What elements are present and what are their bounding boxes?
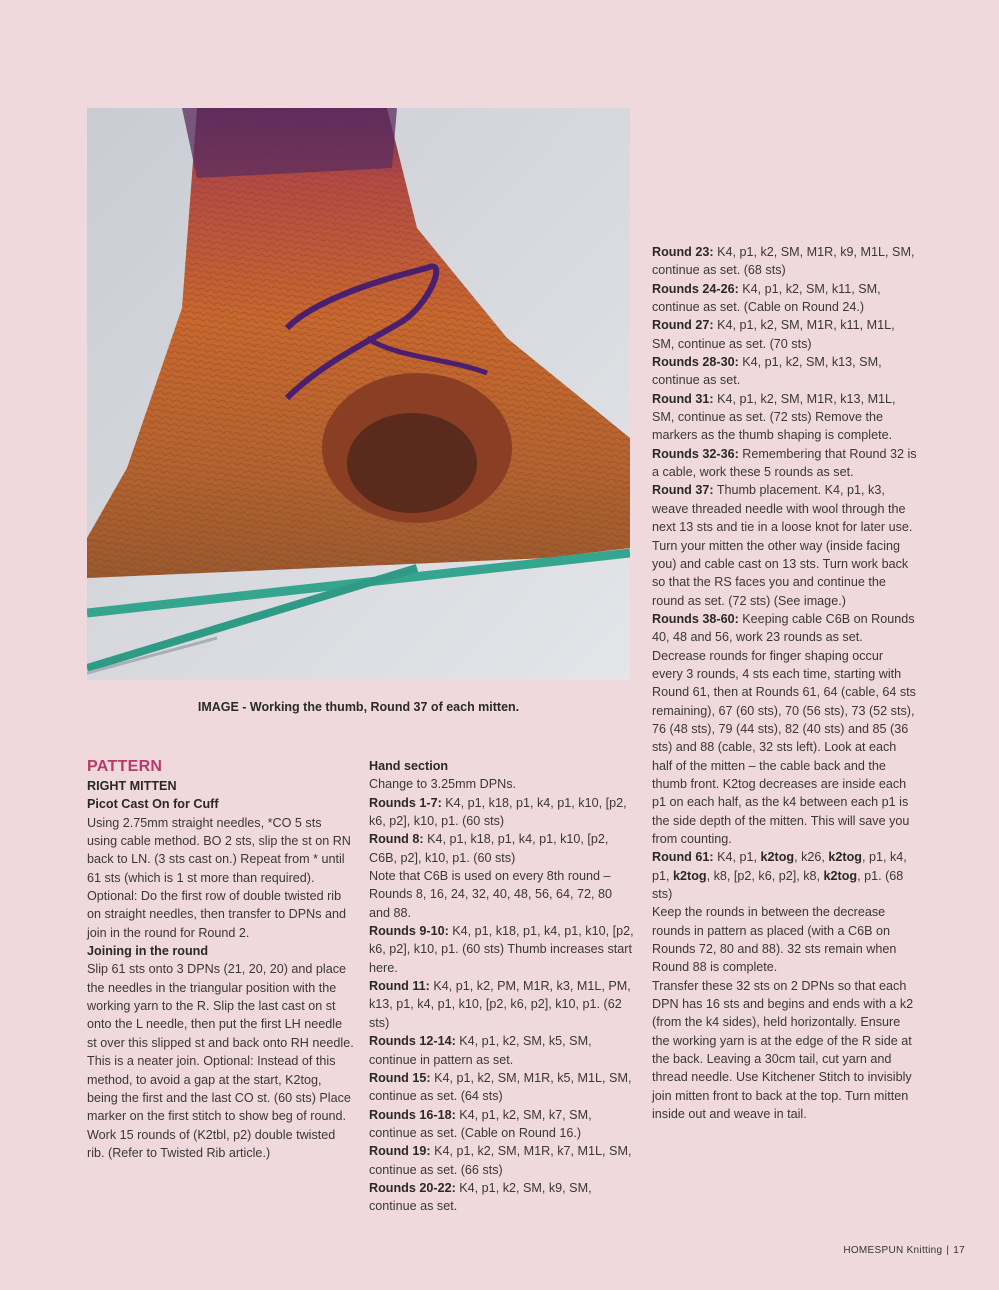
round-instruction: Rounds 38-60: Keeping cable C6B on Rounds 40, 48 and 56, work 23 rounds as set. Decrease rounds for finger shaping occur every 3 rounds, 4 sts each time, starting with Round 61, then at Rounds 61, 64 (cable, 64 sts remaining), 67 (60 sts), 70 (56 sts), 73 (52 sts), 76 (48 sts), 79 (44 sts), 82 (40 sts) and 85 (36 sts) and 88 (cable, 32 sts left). Look at each half of the mitten – the cable back and the thumb front. K2tog decreases are inside each p1 on each half, as the k4 between each p1 is the side depth of the mitten. This will save you from counting.	[652, 611, 916, 846]
joining-text: Slip 61 sts onto 3 DPNs (21, 20, 20) and place the needles in the triangular position with the working yarn to the R. Slip the last cast on st onto the L needle, then put the first LH needle st over this slipped st and back onto RH needle. This is a neater join. Optional: Instead of this method, to avoid a gap at the start, K2tog, being the first and the last CO st. (60 sts) Place marker on the first stitch to show beg of round.	[87, 962, 354, 1124]
publication-name: HOMESPUN Knitting	[843, 1245, 943, 1256]
round-instruction: Round 8: K4, p1, k18, p1, k4, p1, k10, [p2, C6B, p2], k10, p1. (60 sts)	[369, 832, 609, 865]
change-needles-text: Change to 3.25mm DPNs.	[369, 777, 516, 792]
column-3	[652, 243, 917, 1124]
round-instruction: Rounds 12-14: K4, p1, k2, SM, k5, SM, continue in pattern as set.	[369, 1034, 592, 1067]
round-instruction: Rounds 20-22: K4, p1, k2, SM, k9, SM, continue as set.	[369, 1180, 592, 1214]
round-instruction: Rounds 9-10: K4, p1, k18, p1, k4, p1, k10, [p2, k6, p2], k10, p1. (60 sts) Thumb increases start here.	[369, 924, 634, 975]
knitting-photo	[87, 108, 630, 680]
rib-text: Work 15 rounds of (K2tbl, p2) double twisted rib. (Refer to Twisted Rib article.)	[87, 1127, 336, 1160]
cuff-heading: Picot Cast On for Cuff	[87, 797, 219, 812]
footer-separator: |	[946, 1245, 950, 1256]
round-instruction: Rounds 28-30: K4, p1, k2, SM, k13, SM, continue as set.	[652, 355, 882, 388]
image-caption: IMAGE - Working the thumb, Round 37 of each mitten.	[197, 700, 520, 714]
round-instruction: Rounds 16-18: K4, p1, k2, SM, k7, SM, continue as set. (Cable on Round 16.)	[369, 1107, 592, 1140]
round-instruction: Rounds 32-36: Remembering that Round 32 is a cable, work these 5 rounds as set.	[652, 446, 917, 480]
transfer-text: Transfer these 32 sts on 2 DPNs so that each DPN has 16 sts and begins and ends with a k2 (from the k4 sides), held horizontally. Ensure the working yarn is at the edge of the R side at the back. Leaving a 30cm tail, cut yarn and thread needle. Use Kitchener Stitch to invisibly join mitten front to back at the top. Turn mitten inside out and weave in tail.	[652, 978, 914, 1122]
column-1	[87, 757, 355, 1162]
round-instruction: Rounds 24-26: K4, p1, k2, SM, k11, SM, continue as set. (Cable on Round 24.)	[652, 281, 881, 315]
page-number: 17	[953, 1245, 965, 1256]
right-mitten-heading: RIGHT MITTEN	[87, 779, 177, 793]
column-2	[369, 757, 634, 1216]
round-instruction: Round 23: K4, p1, k2, SM, M1R, k9, M1L, SM, continue as set. (68 sts)	[652, 245, 915, 278]
cuff-text: Using 2.75mm straight needles, *CO 5 sts using cable method. BO 2 sts, slip the st on RN back to LN. (3 sts cast on.) Repeat from * until 61 sts (which is 1 st more than required). Optional: Do the first row of double twisted rib on straight needles, then transfer to DPNs and join in the round for Round 2.	[87, 815, 351, 940]
hand-section-heading: Hand section	[369, 759, 449, 773]
keep-rounds-text: Keep the rounds in between the decrease rounds in pattern as placed (with a C6B on Rounds 72, 80 and 88). 32 sts remain when Round 88 is complete.	[652, 905, 897, 975]
joining-heading: Joining in the round	[87, 944, 209, 959]
cable-note: Note that C6B is used on every 8th round – Rounds 8, 16, 24, 32, 40, 48, 56, 64, 72, 80 and 88.	[369, 869, 612, 920]
round-instruction: Round 15: K4, p1, k2, SM, M1R, k5, M1L, SM, continue as set. (64 sts)	[369, 1070, 632, 1104]
page-footer	[843, 1245, 965, 1256]
round-instruction: Round 11: K4, p1, k2, PM, M1R, k3, M1L, PM, k13, p1, k4, p1, k10, [p2, k6, p2], k10, p1. (62 sts)	[369, 979, 631, 1030]
round-instruction: Round 19: K4, p1, k2, SM, M1R, k7, M1L, SM, continue as set. (66 sts)	[369, 1144, 632, 1177]
round-61-instruction: Round 61: K4, p1, k2tog, k26, k2tog, p1, k4, p1, k2tog, k8, [p2, k6, p2], k8, k2tog, p1. (68 sts)	[652, 850, 907, 902]
round-instruction: Rounds 1-7: K4, p1, k18, p1, k4, p1, k10, [p2, k6, p2], k10, p1. (60 sts)	[369, 795, 627, 829]
round-instruction: Round 31: K4, p1, k2, SM, M1R, k13, M1L, SM, continue as set. (72 sts) Remove the markers as the thumb shaping is complete.	[652, 391, 896, 443]
pattern-heading: PATTERN	[87, 758, 163, 775]
round-instruction: Round 27: K4, p1, k2, SM, M1R, k11, M1L, SM, continue as set. (70 sts)	[652, 318, 895, 351]
round-instruction: Round 37: Thumb placement. K4, p1, k3, weave threaded needle with wool through the next 13 sts and tie in a loose knot for later use. Turn your mitten the other way (inside facing you) and cable cast on 13 sts. Turn work back so that the RS faces you and continue the round as set. (72 sts) (See image.)	[652, 483, 913, 608]
